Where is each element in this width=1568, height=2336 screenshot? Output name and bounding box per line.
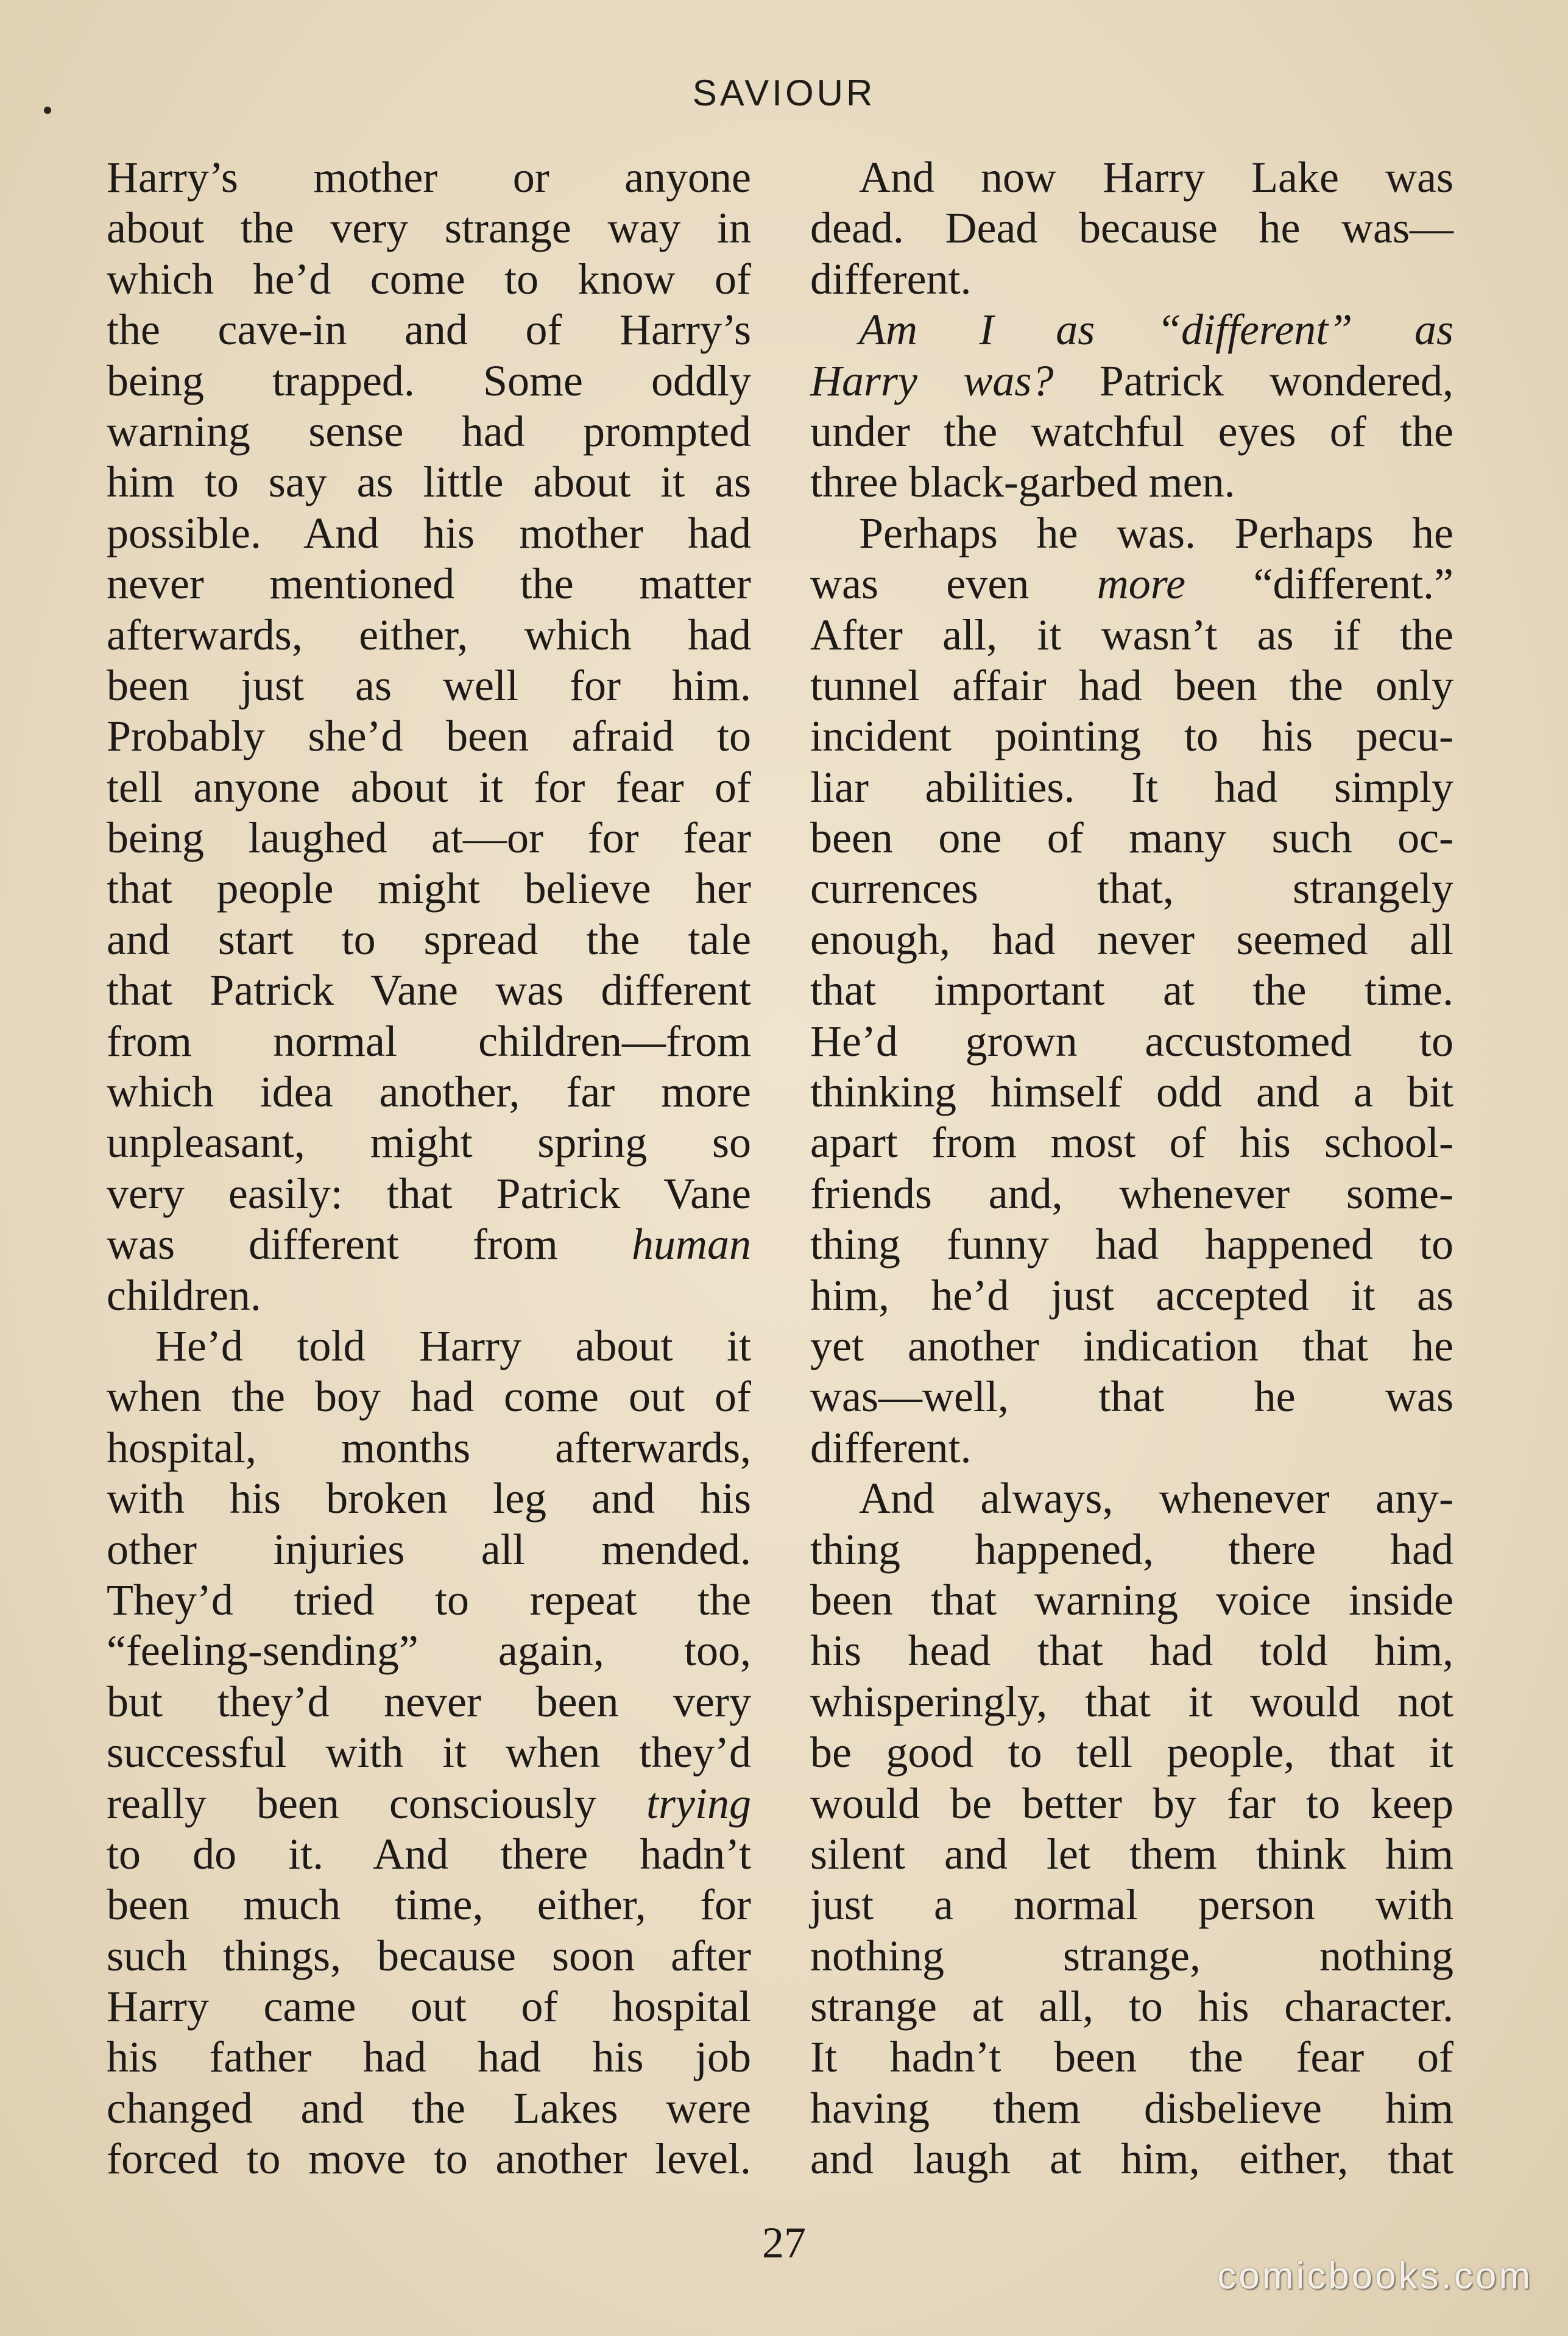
line-text: And now Harry Lake was [859,153,1453,202]
text-line [810,1067,1453,1117]
italic-text: more [1097,559,1186,609]
text-line [107,762,751,813]
line-text: that important at the time. [810,966,1453,1015]
line-text: Perhaps he was. Perhaps he [859,508,1453,557]
text-line [107,2032,751,2083]
italic-text: Am I as “different” as [859,305,1453,355]
line-text: tunnel affair had been the only [810,660,1453,710]
line-text: been one of many such oc- [810,813,1453,863]
text-line [107,457,751,508]
line-text: been much time, either, for [107,1880,751,1930]
text-line [107,1575,751,1626]
text-line [810,457,1453,508]
text-line [810,915,1453,965]
line-text: yet another indication that he [810,1321,1453,1370]
text-line [107,1880,751,1930]
text-line [107,1270,751,1321]
line-text: whisperingly, that it would not [810,1677,1453,1726]
text-line [107,1372,751,1422]
text-line [810,1169,1453,1219]
page-number: 27 [762,2218,806,2267]
text-line [107,559,751,609]
text-line [810,1219,1453,1270]
line-text: children. [107,1270,261,1320]
line-text: him, he’d just accepted it as [810,1270,1453,1320]
line-text: thinking himself odd and a bit [810,1067,1453,1117]
line-text: with his broken leg and his [107,1474,751,1523]
text-line [810,813,1453,863]
line-text: from normal children—from [107,1016,751,1066]
text-line [107,1677,751,1727]
text-line [107,1423,751,1473]
italic-text: Harry was? [810,356,1054,405]
text-line [107,1067,751,1117]
text-line [107,1169,751,1219]
line-text: Harry came out of hospital [107,1982,751,2031]
line-text: “feeling-sending” again, too, [107,1626,751,1676]
text-line [107,2083,751,2134]
line-text: would be better by far to keep [810,1779,1453,1828]
text-line [810,1727,1453,1778]
text-line [107,965,751,1016]
line-text: possible. And his mother had [107,508,751,557]
line-text: unpleasant, might spring so [107,1118,751,1167]
text-line [107,406,751,457]
text-line [107,356,751,406]
line-text: other injuries all mended. [107,1524,751,1574]
text-line [810,1372,1453,1422]
text-line [810,254,1453,305]
line-text: to do it. And there hadn’t [107,1829,751,1878]
running-head: SAVIOUR [692,73,876,113]
text-line [810,660,1453,711]
text-line [107,1321,751,1372]
left-column [107,152,751,2185]
text-line [107,813,751,863]
text-line [810,1626,1453,1676]
text-line [810,1270,1453,1321]
text-line [107,610,751,660]
watermark: comicbooks.com [1217,2255,1533,2297]
text-line [810,863,1453,914]
line-text: was even [810,559,1097,609]
right-column [810,152,1453,2185]
line-text: that people might believe her [107,864,751,913]
line-text: being laughed at—or for fear [107,813,751,863]
text-line [810,152,1453,203]
line-text: thing funny had happened to [810,1220,1453,1269]
text-line [810,559,1453,609]
text-line [810,1321,1453,1372]
text-line [810,508,1453,559]
text-line [107,1727,751,1778]
text-line [810,1016,1453,1067]
text-line [810,406,1453,457]
text-line [810,1931,1453,1981]
text-line [810,965,1453,1016]
line-text: the cave-in and of Harry’s [107,305,751,355]
line-text: hospital, months afterwards, [107,1423,751,1472]
text-line [810,356,1453,406]
line-text: They’d tried to repeat the [107,1575,751,1624]
text-line [810,2032,1453,2083]
text-line [107,1931,751,1981]
line-text: dead. Dead because he was— [810,204,1453,253]
line-text: nothing strange, nothing [810,1931,1453,1980]
line-text: strange at all, to his character. [810,1982,1453,2031]
line-text: afterwards, either, which had [107,610,751,659]
line-text: him to say as little about it as [107,458,751,507]
line-text: which he’d come to know of [107,254,751,303]
line-text: his head that had told him, [810,1626,1453,1676]
text-line [810,762,1453,813]
text-line [107,2134,751,2184]
line-text: about the very strange way in [107,204,751,253]
line-text: and start to spread the tale [107,915,751,964]
text-line [810,1829,1453,1880]
text-line [810,1880,1453,1930]
text-line [107,1981,751,2032]
line-text: After all, it wasn’t as if the [810,610,1453,659]
line-text: Probably she’d been afraid to [107,712,751,761]
line-text: silent and let them think him [810,1829,1453,1878]
line-text: be good to tell people, that it [810,1728,1453,1777]
line-text: and laugh at him, either, that [810,2134,1453,2184]
line-text: tell anyone about it for fear of [107,762,751,812]
line-text: his father had had his job [107,2033,751,2082]
line-text: And always, whenever any- [859,1474,1453,1523]
line-text: was—well, that he was [810,1372,1453,1421]
text-line [810,1677,1453,1727]
line-text: under the watchful eyes of the [810,406,1453,456]
line-text: currences that, strangely [810,864,1453,913]
line-text: having them disbelieve him [810,2083,1453,2132]
line-text: never mentioned the matter [107,559,751,609]
line-text: really been consciously [107,1779,647,1828]
line-text: thing happened, there had [810,1524,1453,1574]
line-text: was different from [107,1220,632,1269]
line-text: but they’d never been very [107,1677,751,1726]
text-line [107,1524,751,1575]
text-line [810,1473,1453,1524]
line-text: He’d told Harry about it [155,1321,751,1370]
text-line [810,1117,1453,1168]
line-text: different. [810,1423,972,1472]
line-text: when the boy had come out of [107,1372,751,1421]
text-line [810,1575,1453,1626]
text-line [107,1779,751,1829]
text-line [810,1779,1453,1829]
line-text: incident pointing to his pecu- [810,712,1453,761]
line-text: warning sense had prompted [107,406,751,456]
line-text: He’d grown accustomed to [810,1016,1453,1066]
text-line [810,610,1453,660]
text-line [107,1829,751,1880]
line-text: apart from most of his school- [810,1118,1453,1167]
text-line [107,1626,751,1676]
text-line [810,203,1453,253]
text-line [107,1473,751,1524]
text-line [107,863,751,914]
line-text: such things, because soon after [107,1931,751,1980]
line-text: It hadn’t been the fear of [810,2033,1453,2082]
italic-text: human [632,1220,751,1269]
line-text: changed and the Lakes were [107,2083,751,2132]
line-text: just a normal person with [810,1880,1453,1930]
text-line [810,2134,1453,2184]
text-line [107,915,751,965]
text-line [107,711,751,762]
text-line [107,152,751,203]
text-line [810,2083,1453,2134]
line-text: different. [810,254,972,303]
text-line [810,1981,1453,2032]
line-text: forced to move to another level. [107,2134,751,2184]
line-text: enough, had never seemed all [810,915,1453,964]
line-text: been that warning voice inside [810,1575,1453,1624]
line-text: three black-garbed men. [810,458,1235,507]
line-text: very easily: that Patrick Vane [107,1169,751,1218]
text-line [810,1524,1453,1575]
text-line [107,1117,751,1168]
text-line [107,1219,751,1270]
line-text: that Patrick Vane was different [107,966,751,1015]
text-line [107,305,751,355]
line-text: Patrick wondered, [1053,356,1453,405]
text-line [810,305,1453,355]
line-text: successful with it when they’d [107,1728,751,1777]
text-line [107,203,751,253]
line-text: liar abilities. It had simply [810,762,1453,812]
line-text: “different.” [1185,559,1454,609]
text-line [107,508,751,559]
line-text: been just as well for him. [107,660,751,710]
text-line [107,254,751,305]
text-line [810,1423,1453,1473]
line-text: being trapped. Some oddly [107,356,751,405]
text-line [107,1016,751,1067]
text-line [810,711,1453,762]
line-text: Harry’s mother or anyone [107,153,751,202]
line-text: friends and, whenever some- [810,1169,1453,1218]
line-text: which idea another, far more [107,1067,751,1117]
text-line [107,660,751,711]
italic-text: trying [646,1779,751,1828]
